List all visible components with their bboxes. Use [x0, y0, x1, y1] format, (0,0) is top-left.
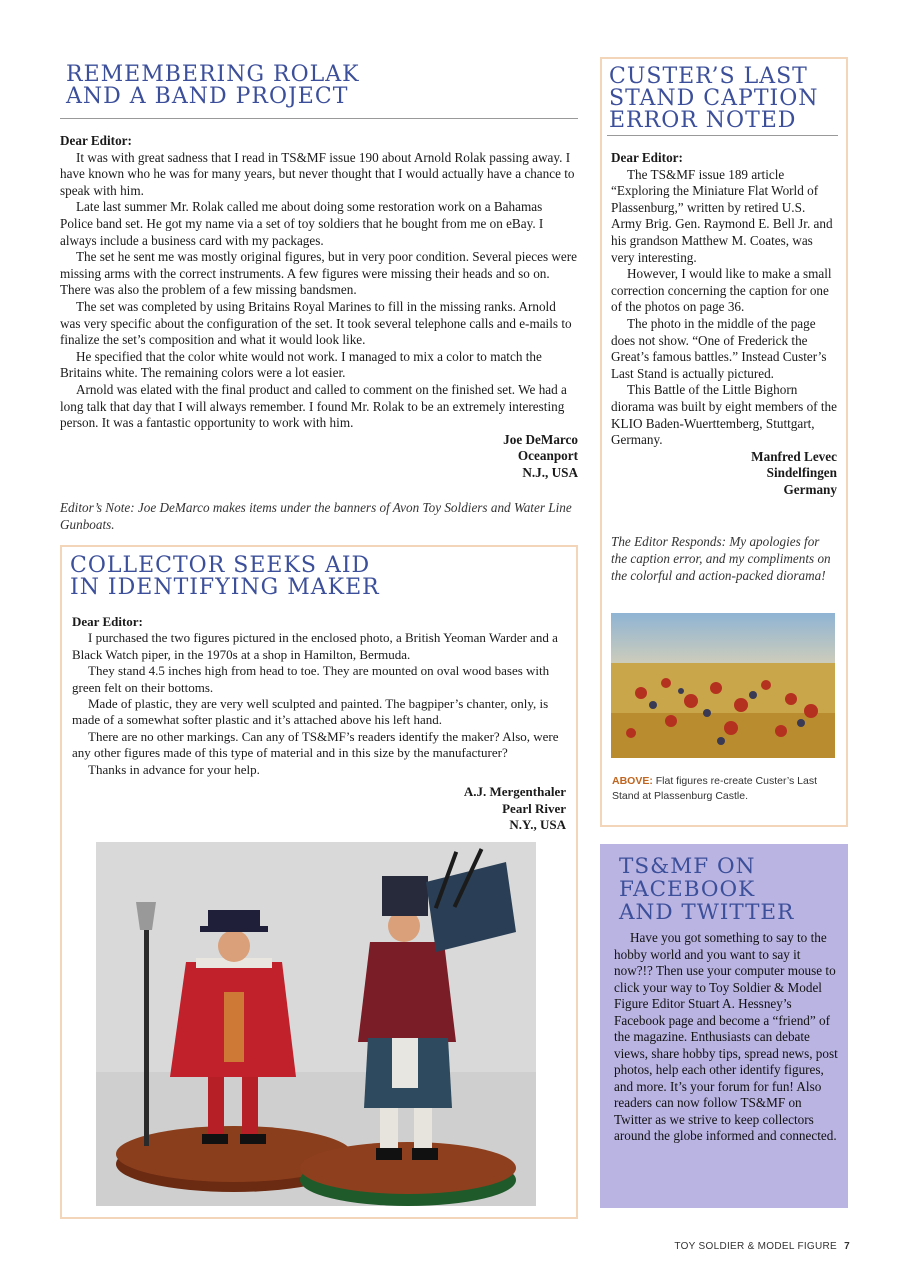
article3-signature: [611, 449, 837, 499]
article1-paragraph: The set he sent me was mostly original figures, but in very poor condition. Several pieces were missing arms with the correct instruments. A few figures were missing their heads and so on. There was also the problem of a few missing bandsmen.: [60, 249, 577, 298]
article1-paragraph: He specified that the color white would not work. I managed to mix a color to match the Britains white. The remaining colors were a lot easier.: [60, 348, 542, 381]
article3-body: [611, 150, 837, 498]
article2-paragraph: I purchased the two figures pictured in the enclosed photo, a British Yeoman Warder and a Black Watch piper, in the 1970s at a shop in Hamilton, Bermuda.: [72, 630, 558, 662]
article2-body: [72, 614, 566, 834]
editors-note: Editor’s Note: Joe DeMarco makes items under the banners of Avon Toy Soldiers and Water Line Gunboats.: [60, 500, 572, 532]
signature-name: Manfred Levec: [751, 448, 837, 464]
caption-text: Flat figures re-create Custer’s Last Stand at Plassenburg Castle.: [612, 775, 818, 802]
editor-response: The Editor Responds: My apologies for the caption error, and my compliments on the colorful and action-packed diorama!: [611, 534, 831, 583]
article3-heading: CUSTER’S LAST STAND CAPTION ERROR NOTED: [609, 64, 819, 133]
diorama-caption: [612, 774, 834, 804]
footer-page-number: 7: [844, 1241, 850, 1252]
signature-city: Sindelfingen: [766, 465, 837, 481]
article3-paragraph: The TS&MF issue 189 article “Exploring the Miniature Flat World of Plassenburg,” written by retired U.S. Army Brig. Gen. Raymond E. Bell Jr. and his grandson Matthew M. Coates, was very interesting.: [611, 166, 833, 265]
article2-salutation: Dear Editor:: [72, 614, 143, 629]
signature-name: Joe DeMarco: [503, 431, 578, 447]
article3-rule: [607, 135, 838, 136]
signature-region: Germany: [783, 481, 837, 497]
footer-magazine-name: TOY SOLDIER & MODEL FIGURE: [674, 1241, 838, 1252]
article2-paragraph: They stand 4.5 inches high from head to toe. They are mounted on oval wood bases with green felt on their bottoms.: [72, 663, 550, 695]
article2-paragraph: There are no other markings. Can any of TS&MF’s readers identify the maker? Also, were any other figures made of this type of material and in this size by the manufacturer?: [72, 728, 559, 761]
article1-heading: REMEMBERING ROLAK AND A BAND PROJECT: [66, 62, 360, 109]
article2-paragraph: Made of plastic, they are very well sculpted and painted. The bagpiper’s chanter, only, is made of a somewhat softer plastic and it’s attached above his left hand.: [72, 696, 549, 728]
signature-city: Oceanport: [517, 448, 578, 464]
article1-paragraph: It was with great sadness that I read in TS&MF issue 190 about Arnold Rolak passing away. I have known who he was for many years, but never thought that I would actually have a chance to speak with him.: [60, 149, 575, 198]
social-sidebar-text: [614, 930, 838, 1145]
page-footer: [674, 1241, 850, 1252]
figures-photo: [96, 842, 536, 1206]
article1-signature: [60, 432, 578, 482]
article2-heading: COLLECTOR SEEKS AID IN IDENTIFYING MAKER: [70, 553, 380, 600]
signature-city: Pearl River: [502, 800, 566, 816]
article3-salutation: Dear Editor:: [611, 150, 683, 165]
article1-paragraph: Late last summer Mr. Rolak called me about doing some restoration work on a Bahamas Police band set. He got my name via a set of toy soldiers that he bought from me on eBay. I always include a business card with my packages.: [60, 199, 544, 248]
article2-signature: [72, 784, 566, 834]
article2-paragraph: Thanks in advance for your help.: [88, 761, 260, 777]
diorama-photo: [611, 613, 835, 758]
article1-paragraph: The set was completed by using Britains Royal Marines to fill in the missing ranks. Arnold was very specific about the configuration of the set. It took several telephone calls and e-mails to finalize the set’s composition and what it would look like.: [60, 298, 572, 348]
article1-rule: [60, 118, 578, 119]
social-sidebar-paragraph: Have you got something to say to the hobby world and you want to say it now?!? Then use your computer mouse to click your way to Toy Soldier & Model Figure Editor Stuart A. Hessney’s Facebook page and become a “friend” of the magazine. Enthusiasts can debate views, share hobby tips, spread news, post photos, help each other identify figures, and more. It’s your forum for fun! Also readers can now follow TS&MF on Twitter as we strive to keep collectors around the globe informed and connected.: [614, 930, 838, 1143]
signature-name: A.J. Mergenthaler: [463, 784, 566, 800]
article1-salutation: Dear Editor:: [60, 133, 132, 148]
signature-region: N.Y., USA: [509, 817, 566, 833]
article3-paragraph: The photo in the middle of the page does not show. “One of Frederick the Great’s famous battles.” Instead Custer’s Last Stand is actually pictured.: [611, 315, 827, 381]
social-sidebar-heading: TS&MF ON FACEBOOK AND TWITTER: [619, 854, 795, 925]
signature-region: N.J., USA: [522, 464, 578, 480]
article1-body: [60, 133, 578, 481]
article1-paragraph: Arnold was elated with the final product and called to comment on the finished set. We had a long talk that day that I will always remember. I found Mr. Rolak to be an extremely interesting person. It was a fantastic opportunity to work with him.: [60, 381, 567, 431]
caption-label: ABOVE:: [612, 775, 653, 787]
article3-paragraph: This Battle of the Little Bighorn diorama was built by eight members of the KLIO Baden-Wuerttemberg, Stuttgart, Germany.: [611, 382, 837, 448]
diorama-photo-illustration: [611, 613, 835, 758]
article3-paragraph: However, I would like to make a small correction concerning the caption for one of the photos on page 36.: [611, 266, 832, 315]
figures-photo-illustration: [96, 842, 536, 1206]
